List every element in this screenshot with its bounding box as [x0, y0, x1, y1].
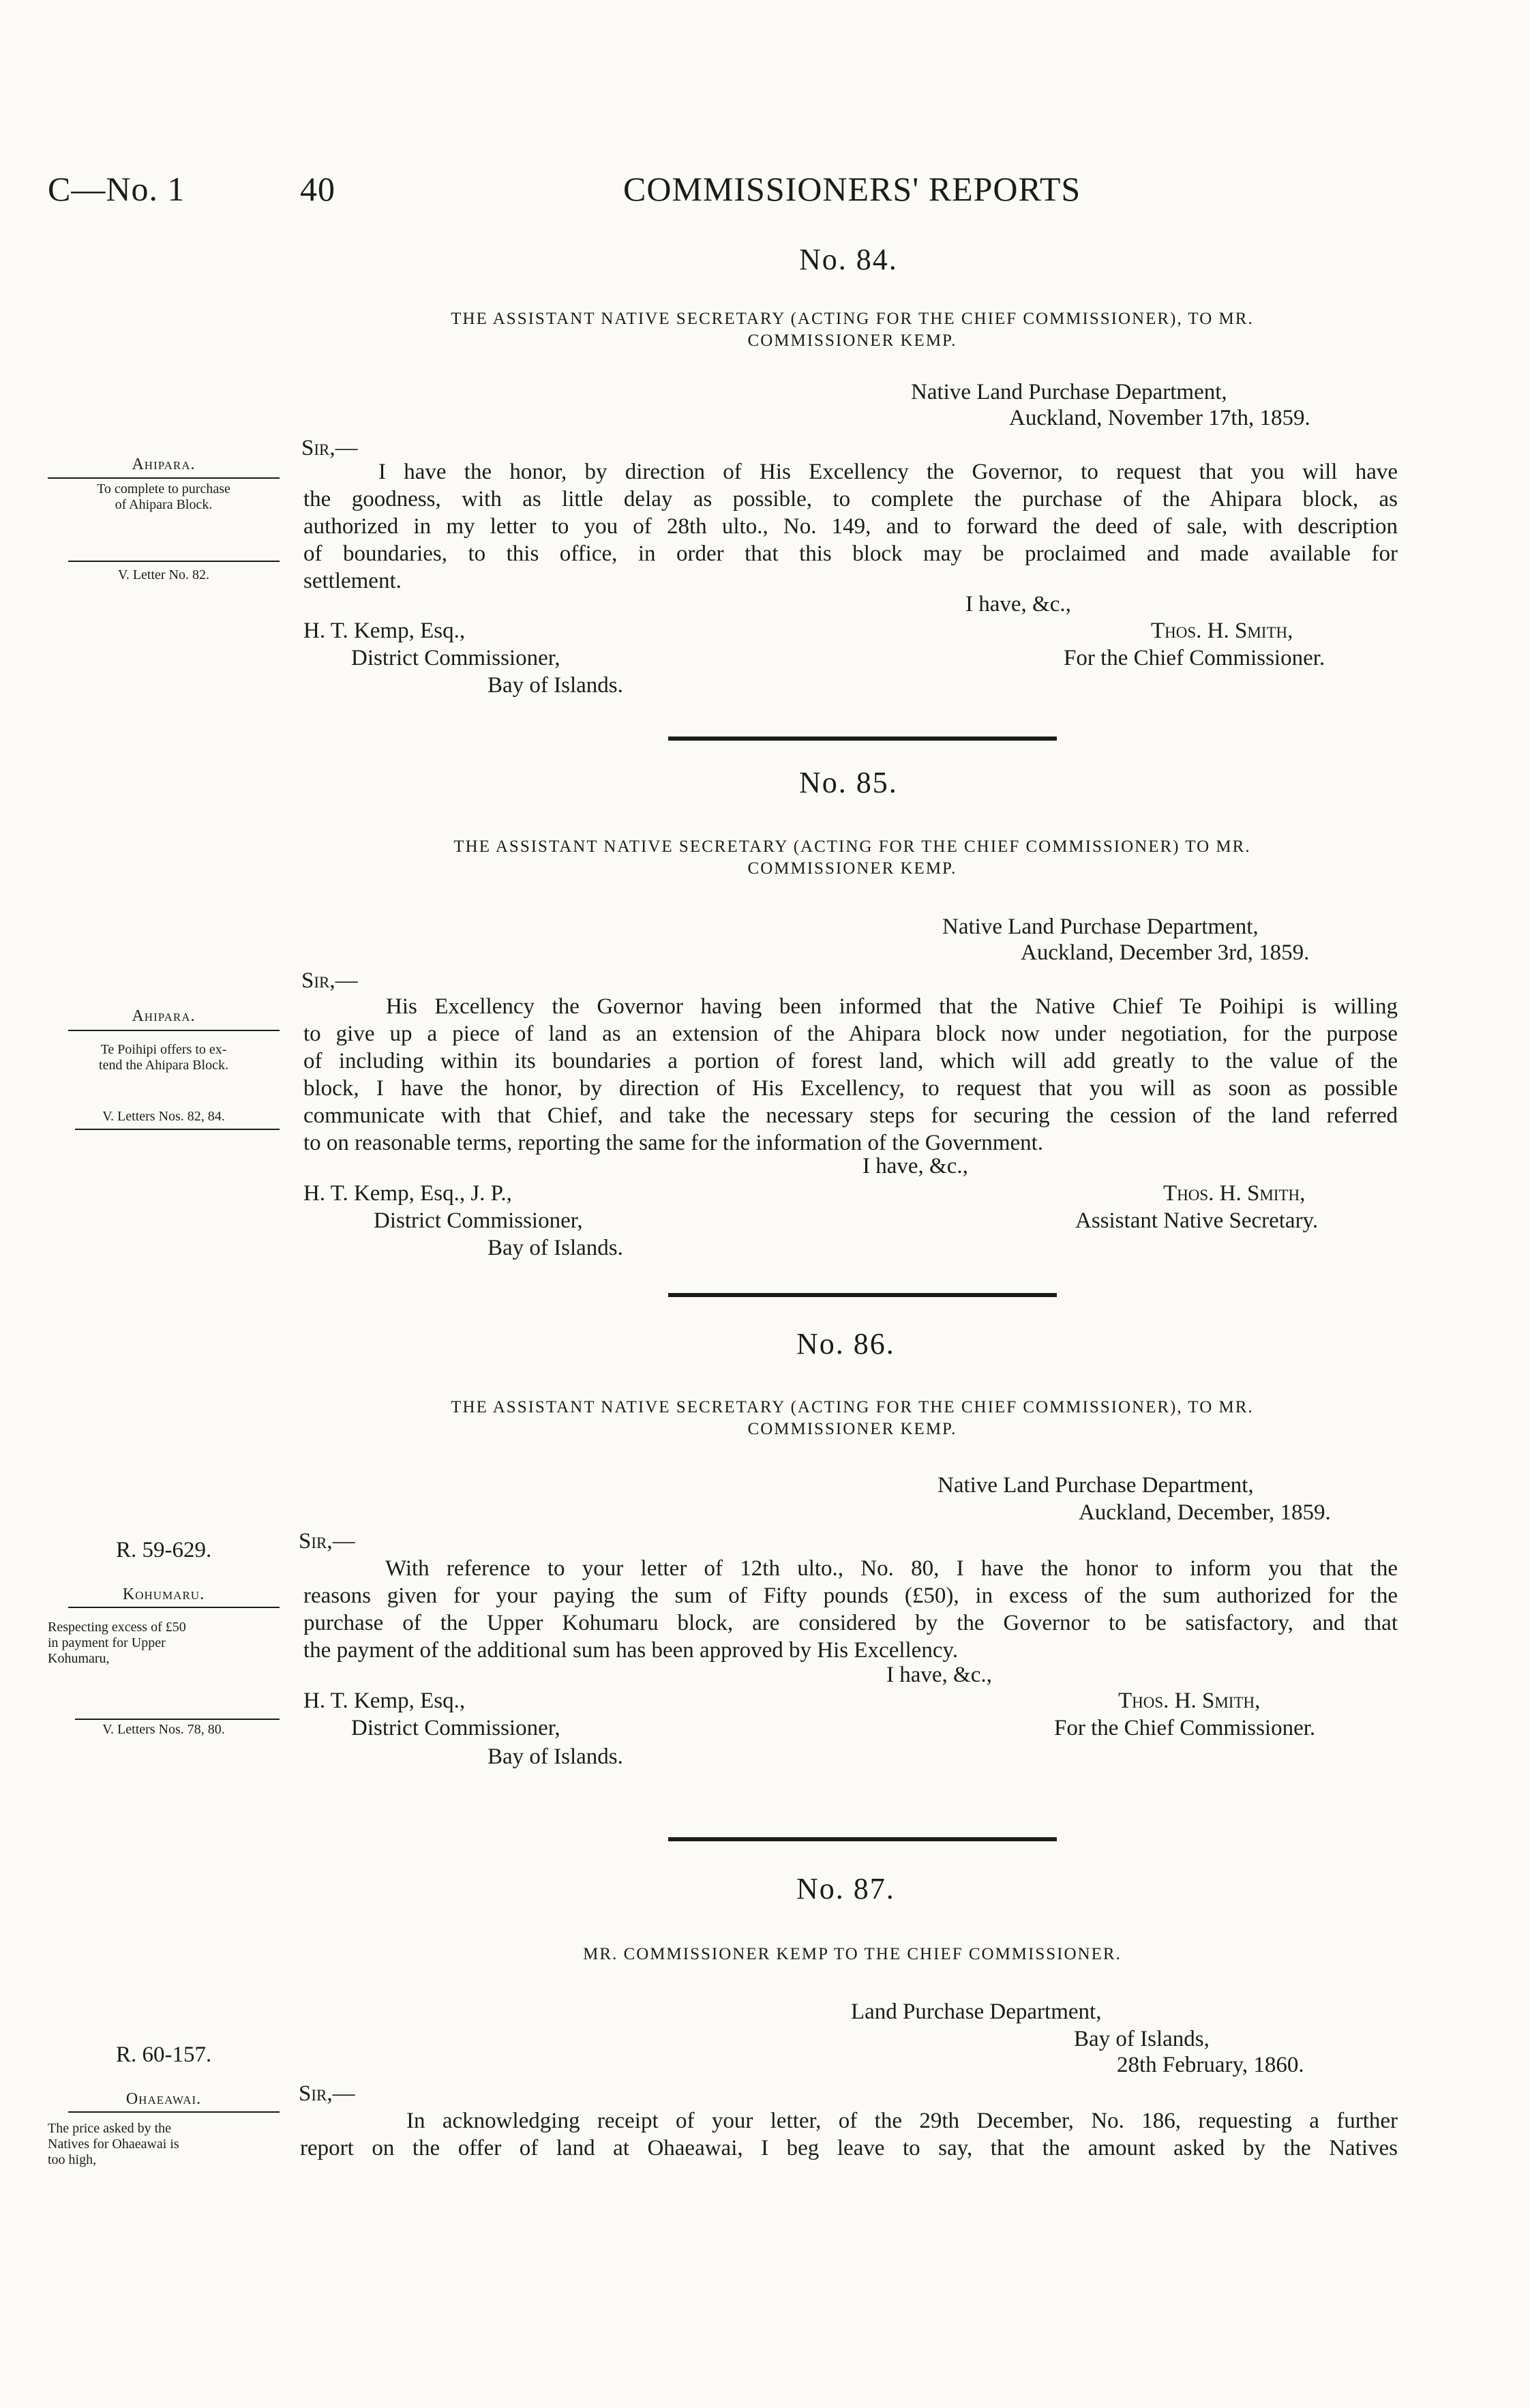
addressee-line: H. T. Kemp, Esq., J. P., — [303, 1181, 512, 1206]
salutation: Sir,— — [301, 968, 358, 993]
addressee-line: H. T. Kemp, Esq., — [303, 619, 466, 643]
margin-divider — [68, 1030, 280, 1031]
section-divider — [668, 1293, 1057, 1297]
body-line: I have the honor, by direction of His Excellency the Governor, to request that you will have — [378, 460, 1398, 484]
margin-divider — [68, 1607, 280, 1608]
page-number: 40 — [300, 170, 335, 208]
margin-note: Respecting excess of £50 in payment for Upper Kohumaru, — [48, 1620, 186, 1666]
salutation: Sir,— — [299, 2081, 355, 2106]
margin-divider — [75, 1129, 280, 1130]
addressee-line: District Commissioner, — [351, 1716, 560, 1740]
letter-heading: THE ASSISTANT NATIVE SECRETARY (ACTING FOR THE CHIEF COMMISSIONER) TO MR. COMMISSIONER KEMP. — [453, 837, 1251, 878]
letter-number: No. 84. — [799, 243, 898, 276]
sender-address-line: Native Land Purchase Department, — [911, 380, 1227, 404]
margin-heading: Ohaeawai. — [125, 2090, 202, 2108]
addressee-line: District Commissioner, — [374, 1208, 583, 1233]
margin-heading: Ahipara. — [132, 456, 196, 473]
body-line: authorized in my letter to you of 28th ulto., No. 149, and to forward the deed of sale, with description — [303, 514, 1398, 539]
sender-address-line: 28th February, 1860. — [1117, 2053, 1304, 2077]
body-line: purchase of the Upper Kohumaru block, are considered by the Governor to be satisfactory, and that — [303, 1611, 1398, 1635]
sender-address-line: Auckland, November 17th, 1859. — [1009, 406, 1310, 430]
margin-heading: Ahipara. — [132, 1007, 196, 1025]
body-line: report on the offer of land at Ohaeawai, I beg leave to say, that the amount asked by the Natives — [300, 2136, 1398, 2160]
body-line: With reference to your letter of 12th ulto., No. 80, I have the honor to inform you that the — [385, 1556, 1398, 1581]
sender-address-line: Auckland, December, 1859. — [1079, 1500, 1331, 1525]
sender-address-line: Bay of Islands, — [1074, 2027, 1210, 2051]
sender-address-line: Native Land Purchase Department, — [937, 1473, 1254, 1498]
sender-address-line: Native Land Purchase Department, — [942, 915, 1259, 939]
body-line: of including within its boundaries a portion of forest land, which will add greatly to the value of the — [303, 1049, 1398, 1073]
letter-heading: THE ASSISTANT NATIVE SECRETARY (ACTING FOR THE CHIEF COMMISSIONER), TO MR. COMMISSIONER KEMP. — [451, 310, 1254, 350]
margin-note: The price asked by the Natives for Ohaeawai is too high, — [48, 2121, 179, 2167]
margin-divider — [68, 561, 280, 562]
addressee-line: Bay of Islands. — [487, 1236, 623, 1260]
letter-heading: MR. COMMISSIONER KEMP TO THE CHIEF COMMISSIONER. — [583, 1945, 1122, 1963]
addressee-line: Bay of Islands. — [487, 1744, 623, 1769]
sender-address-line: Land Purchase Department, — [851, 2000, 1102, 2024]
margin-note: Te Poihipi offers to ex- tend the Ahipara Block. — [99, 1042, 228, 1073]
signature-name: Thos. H. Smith, — [1163, 1181, 1306, 1206]
margin-reference: V. Letter No. 82. — [117, 567, 210, 582]
margin-divider — [75, 1719, 280, 1720]
addressee-line: H. T. Kemp, Esq., — [303, 1689, 466, 1713]
letter-heading: THE ASSISTANT NATIVE SECRETARY (ACTING FOR THE CHIEF COMMISSIONER), TO MR. COMMISSIONER KEMP. — [451, 1398, 1254, 1438]
margin-reference: V. Letters Nos. 78, 80. — [102, 1722, 225, 1737]
body-line: the payment of the additional sum has been approved by His Excellency. — [303, 1638, 959, 1663]
running-header-ref: C—No. 1 — [48, 170, 185, 208]
body-line: block, I have the honor, by direction of His Excellency, to request that you will as soon as possible — [303, 1076, 1398, 1101]
body-line: communicate with that Chief, and take the necessary steps for securing the cession of the land referred — [303, 1103, 1398, 1128]
margin-note: To complete to purchase of Ahipara Block. — [97, 481, 230, 512]
body-line: settlement. — [303, 569, 402, 593]
page-title: COMMISSIONERS' REPORTS — [623, 170, 1081, 208]
register-number: R. 59-629. — [116, 1538, 212, 1562]
margin-divider — [48, 477, 280, 479]
signature-title: For the Chief Commissioner. — [1064, 646, 1325, 670]
body-line: In acknowledging receipt of your letter, of the 29th December, No. 186, requesting a further — [406, 2109, 1398, 2133]
section-divider — [668, 737, 1057, 741]
body-line: reasons given for your paying the sum of Fifty pounds (£50), in excess of the sum authorized for the — [303, 1584, 1398, 1608]
closing: I have, &c., — [965, 592, 1071, 616]
addressee-line: District Commissioner, — [351, 646, 560, 670]
section-divider — [668, 1837, 1057, 1841]
margin-heading: Kohumaru. — [122, 1586, 205, 1603]
body-line: the goodness, with as little delay as possible, to complete the purchase of the Ahipara block, as — [303, 487, 1398, 511]
margin-divider — [68, 2111, 280, 2113]
body-line: to give up a piece of land as an extension of the Ahipara block now under negotiation, for the purpose — [303, 1022, 1398, 1046]
salutation: Sir,— — [301, 436, 358, 460]
signature-title: Assistant Native Secretary. — [1075, 1208, 1319, 1233]
register-number: R. 60-157. — [116, 2042, 212, 2067]
closing: I have, &c., — [862, 1154, 968, 1178]
closing: I have, &c., — [886, 1663, 992, 1687]
body-line: of boundaries, to this office, in order that this block may be proclaimed and made available for — [303, 541, 1398, 566]
signature-title: For the Chief Commissioner. — [1054, 1716, 1316, 1740]
body-line: to on reasonable terms, reporting the same for the information of the Government. — [303, 1131, 1044, 1155]
addressee-line: Bay of Islands. — [487, 673, 623, 698]
margin-reference: V. Letters Nos. 82, 84. — [102, 1109, 225, 1124]
body-line: His Excellency the Governor having been informed that the Native Chief Te Poihipi is willing — [386, 994, 1398, 1019]
letter-number: No. 87. — [796, 1872, 895, 1905]
signature-name: Thos. H. Smith, — [1151, 619, 1293, 643]
letter-number: No. 85. — [799, 766, 898, 799]
salutation: Sir,— — [299, 1529, 355, 1554]
signature-name: Thos. H. Smith, — [1118, 1689, 1261, 1713]
sender-address-line: Auckland, December 3rd, 1859. — [1021, 940, 1310, 965]
letter-number: No. 86. — [796, 1327, 895, 1361]
